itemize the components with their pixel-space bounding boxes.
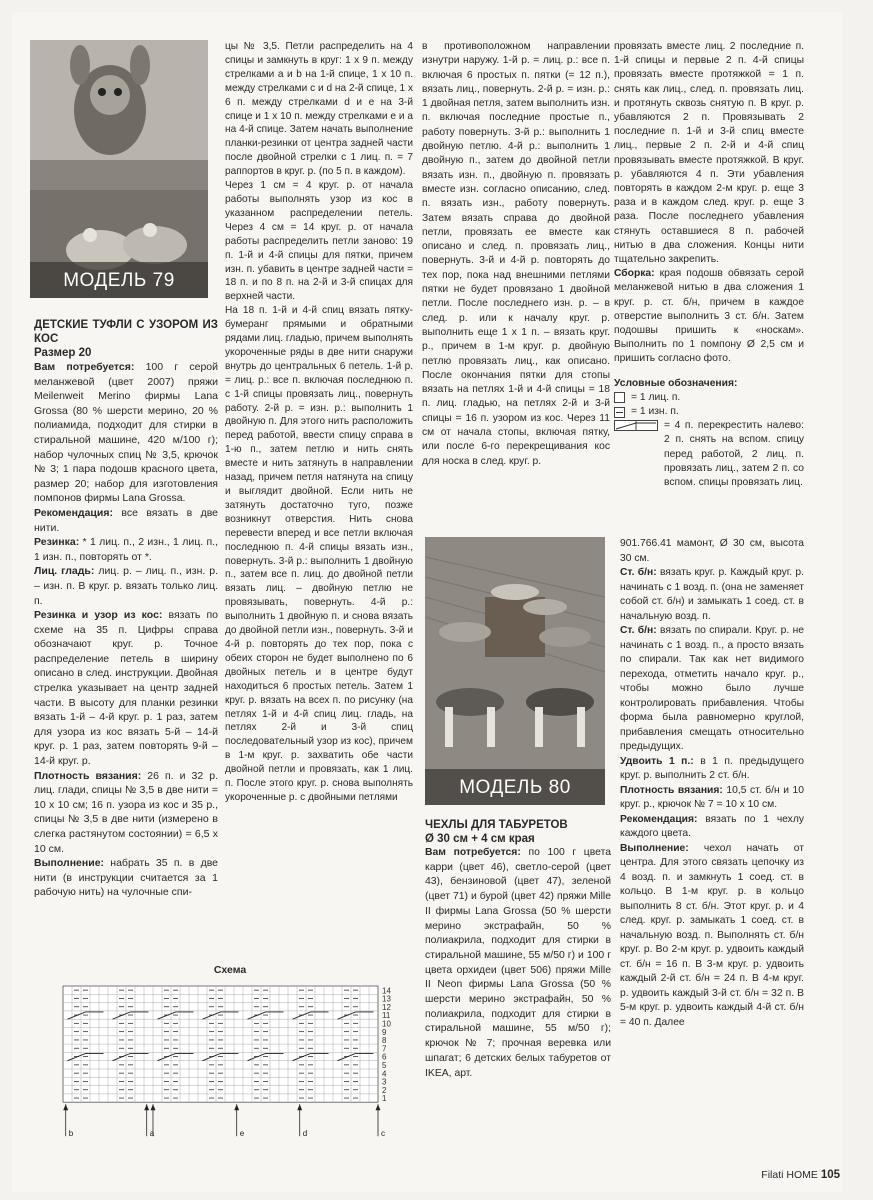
recommendation-text: все вязать в две нити. <box>34 506 218 534</box>
model79-col3 <box>422 40 610 469</box>
arrow-label: b <box>68 1129 74 1139</box>
center-arrow-head-icon <box>151 1104 156 1110</box>
model79-photo <box>30 40 208 298</box>
model80-col1 <box>425 818 611 1081</box>
model80-recommendation-heading: Рекомендация: <box>620 813 698 825</box>
model80-gauge-heading: Плотность вязания: <box>620 784 723 796</box>
rib-heading: Резинка: <box>34 536 80 549</box>
assembly-text: края подошв обвязать серой меланжевой нитью в два сложения 1 круг. р. ст. б/н, причем в каждое отверстие выполнить 3 ст. б/н. Затем подошвы пришить к «носкам». Выполнить по 1 помпону Ø 2,5 см и пришить согласно фото. <box>614 268 804 365</box>
legend-purl-text: = 1 изн. п. <box>631 406 679 418</box>
row-number: 8 <box>382 1036 387 1046</box>
model80-materials-heading: Вам потребуется: <box>425 847 521 858</box>
spiral-heading: Ст. б/н: <box>620 625 657 636</box>
col4-text: провязать вместе лиц. 2 последние п. 1-й спицы и первые 2 п. 4-й спицы провязать вместе протяжкой = 1 п. снять как лиц., след. п. провязать лиц. и протянуть сквозь снятую п. В круг. р. убавляются 2 п. Провязывать 2 последние п. 1-й и 3-й спиц вместе лиц., первые 2 п. 2-й и 4-й спиц провязывать вместе протяжкой. В круг. р. убавляются 4 п. Эти убавления повторять в каждом 2-м круг. р. еще 3 раза и в каждом след. круг. р. еще 3 раза. После последнего убавления стянуть оставшиеся 8 п. рабочей нитью в два сложения. Концы нити тщательно закрепить. <box>614 41 804 266</box>
purl-symbol-icon <box>614 407 625 418</box>
row-number: 6 <box>382 1052 387 1062</box>
legend-cable <box>614 419 804 490</box>
model79-col2 <box>225 40 413 805</box>
legend-purl <box>614 405 804 419</box>
arrow-head-icon <box>376 1104 381 1110</box>
col2-text-2: Через 1 см = 4 круг. р. от начала работы выполнять узор из кос в указанном распределении петель. Через 4 см = 14 круг. р. от начала работы распределить петли заново: 19 п. 1-й и 4-й спицы для пятки, причем изн. п. убавить в центре задней части = 18 п. и по 8 п. на 2-й и 3-й спицах для верхней части. <box>225 180 413 303</box>
cable-chart <box>55 982 410 1167</box>
arrow-head-icon <box>63 1104 68 1110</box>
inc-text: в 1 п. предыдущего круг. р. выполнить 2 ст. б/н. <box>620 755 804 781</box>
row-number: 10 <box>382 1019 391 1029</box>
knit-symbol-icon <box>614 392 625 403</box>
baby-shoes-photo-icon <box>30 40 208 298</box>
model80-recommendation-text: вязать по 1 чехлу каждого цвета. <box>620 813 804 839</box>
cable-symbol-icon <box>614 420 658 432</box>
model80-size: Ø 30 см + 4 см края <box>425 833 535 845</box>
model79-size: Размер 20 <box>34 347 92 359</box>
model80-col2-text: 901.766.41 мамонт, Ø 30 см, высота 30 см. <box>620 538 804 564</box>
cable-text: вязать по схеме на 35 п. Цифры справа обозначают круг. р. Точное распределение петель в ширину описано в след. инструкции. Двойная стрелка указывает на центр задней части. В высоту для планки резинки вязать 1-й – 4-й круг. р. 1 раз, затем для узора из кос вязать 5-й – 14-й круг. р. 1 раз, затем повторять 9-й – 14-й круг. р. <box>34 609 218 768</box>
col2-text-3: На 18 п. 1-й и 4-й спиц вязать пятку-бумеранг прямыми и обратными рядами лиц. гладью, причем выполнять укороченные ряды в две нити снаружи внутрь до центральных 6 петель. 1-й р. = лиц. р.: все п. включая последнюю п. с 1-й спицы провязать лиц., повернуть работу. 2-й р. = изн. р.: выполнить 1 двойную п. Для этого нить расположить перед работой, ввести спицу справа в 1-ю п., затем петлю и нить снять вместе и нить затянуть в направлении назад, причем петля натянута на спицу и выглядит двойной. Если нить не затянуть достаточно туго, позже возникнут отверстия. Нить снова перевести вперед и все петли включая последнюю п. 4-й спицы вязать изн., повернуть. 3-й р.: выполнить 1 двойную п., затем все п. лиц. до двойной петли вязать лиц. – двойную петлю не провязывать, повернуть. 4-й р.: выполнить 1 двойную п. и снова вязать до двойной петли изн., повернуть. 3-й и 4-й р. повторять до тех пор, пока с обеих сторон не будет выполнено по 6 двойных петель и в центре будут находиться 6 простых петель. Затем 1 круг. р. вязать на всех п. по рисунку (на петлях 1-й и 4-й спиц лиц. гладь, на петлях 2-й и 3-й спиц последовательный узор из кос), причем в 1-м круг. р. захватить обе части двойной петли и провязать, как 1 лиц. п. После этого круг. р. снова выполнять укороченные р. с двойными петлями <box>225 305 413 803</box>
model80-col2 <box>620 537 804 1030</box>
execution-text: набрать 35 п. в две нити (в инструкции считается за 1 рабочую нить) на чулочные спи- <box>34 857 218 899</box>
model80-title: ЧЕХЛЫ ДЛЯ ТАБУРЕТОВ <box>425 819 568 831</box>
sc-heading: Ст. б/н: <box>620 567 657 578</box>
arrow-label: a <box>149 1129 155 1139</box>
recommendation-heading: Рекомендация: <box>34 506 113 519</box>
gauge-heading: Плотность вязания: <box>34 769 142 782</box>
spiral-text: вязать по спирали. Круг. р. не начинать с 1 возд. п., а просто вязать по спирали. Так как нет видимого перехода, отметить начало круг. р., чтобы можно было лучше контролировать прибавления. Чтобы форма была равномерно круглой, прибавления смещать относительно предыдущих. <box>620 625 804 752</box>
stockinette-heading: Лиц. гладь: <box>34 565 95 578</box>
model80-label: МОДЕЛЬ 80 <box>459 777 571 798</box>
materials-text: 100 г серой меланжевой (цвет 2007) пряжи Meilenweit Merino фирмы Lana Grossa (80 % шерсти мерино, 20 % полиамида, подходит для стирки в стиральной машине, 420 м/100 г); набор чулочных спиц № 3,5, крючок № 3; 1 пара подошв красного цвета, размер 20; набор для изготовления помпонов фирмы Lana Grossa. <box>34 361 218 505</box>
row-number: 11 <box>382 1011 391 1021</box>
materials-heading: Вам потребуется: <box>34 361 135 373</box>
legend-knit-text: = 1 лиц. п. <box>631 391 681 403</box>
rib-text: * 1 лиц. п., 2 изн., 1 лиц. п., 1 изн. п., повторять от *. <box>34 536 218 563</box>
page-number: 105 <box>820 1169 840 1181</box>
arrow-label: e <box>239 1129 245 1139</box>
row-number: 4 <box>382 1069 387 1079</box>
model80-materials-text: по 100 г цвета карри (цвет 46), светло-серой (цвет 43), бензиновой (цвет 47), зеленой (цвет 71) и бурой (цвет 42) пряжи Mille II фирмы Lana Grossa (50 % шерсти мерино экстрафайн, 50 % полиакрила, подходит для стирки в стиральной машине, 55 м/50 г) и 100 г цвета орхидеи (цвет 506) пряжи Mille II Neon фирмы Lana Grossa (50 % шерсти мерино экстрафайн, 50 % полиакрила, подходит для стирки в стиральной машине, 55 м/50 г); крючок № 7; прочная веревка или шпагат; 6 детских белых табуретов от IKEA, арт. <box>425 847 612 1079</box>
row-number: 5 <box>382 1061 387 1070</box>
magazine-name: Filati HOME <box>761 1169 818 1181</box>
row-number: 1 <box>382 1094 387 1104</box>
legend-heading: Условные обозначения: <box>614 377 738 389</box>
model79-col1 <box>34 318 218 900</box>
arrow-head-icon <box>297 1104 302 1110</box>
execution-heading: Выполнение: <box>34 857 105 870</box>
legend-knit <box>614 391 804 405</box>
page-footer <box>700 1169 840 1181</box>
cable-heading: Резинка и узор из кос: <box>34 609 163 622</box>
row-number: 13 <box>382 994 391 1004</box>
inc-heading: Удвоить 1 п.: <box>620 755 694 767</box>
model80-execution-text: чехол начать от центра. Для этого связать цепочку из 4 возд. п. и замкнуть 1 соед. ст. в кольцо. В 1-м круг. р. в кольцо выполнить 8 ст. б/н. Этот круг. р. и 4 след. круг. р. замыкать 1 соед. ст. в начальную возд. п. Выполнять ст. б/н круг. р. Во 2-м круг. р. удвоить каждый ст. б/н = 16 п. В 3-м круг. р. удвоить каждый 2-й ст. б/н = 24 п. В 4-м круг. р. удвоить каждый 3-й ст. б/н = 32 п. В 5-м круг. р. удвоить каждый 4-й ст. б/н = 40 п. Далее <box>620 842 804 1028</box>
arrow-label: d <box>302 1129 308 1139</box>
row-number: 2 <box>382 1085 387 1095</box>
row-number: 12 <box>382 1002 391 1012</box>
row-number: 14 <box>382 986 391 996</box>
schema-title: Схема <box>213 964 247 976</box>
model80-execution-heading: Выполнение: <box>620 842 689 854</box>
row-number: 7 <box>382 1044 387 1054</box>
legend-cable-text: = 4 п. перекрестить налево: 2 п. снять на вспом. спицу перед работой, 2 лиц. п. провязать лиц., затем 2 п. со вспом. спицы провязать лиц. <box>664 420 804 489</box>
stockinette-text: лиц. р. – лиц. п., изн. р. – изн. п. В круг. р. вязать только лиц. п. <box>34 565 219 607</box>
sc-text: вязать круг. р. Каждый круг. р. начинать с 1 возд. п. (она не заменяет собой ст. б/н) и замыкать 1 соед. ст. в начальную возд. п. <box>620 567 804 622</box>
model80-gauge-text: 10,5 ст. б/н и 10 круг. р., крючок № 7 = 10 х 10 см. <box>620 784 804 810</box>
model79-title: ДЕТСКИЕ ТУФЛИ С УЗОРОМ ИЗ КОС <box>34 319 218 345</box>
arrow-head-icon <box>234 1104 239 1110</box>
model80-photo <box>425 537 605 805</box>
gauge-text: 26 п. и 32 р. лиц. глади, спицы № 3,5 в две нити = 10 х 10 см; 16 п. узора из кос и 35 р., спицы № 3,5 в две нити (измерено в слегка растянутом состоянии) = 6,5 х 10 см. <box>34 769 218 855</box>
model79-col4 <box>614 40 804 490</box>
col3-text: в противоположном направлении изнутри наружу. 1-й р. = лиц. р.: все п. включая 6 простых п. пятки (= 12 п.), вязать лиц., повернуть. 2-й р. = изн. р.: 1 двойная петля, затем выполнить изн. п. включая последние простые п., работу повернуть. 3-й р.: выполнить 1 двойную петлю. 4-й р.: выполнить 1 двойную п., затем до двойной петли вязать изн. п., двойную п. провязать вместе изн. согласно описанию, след. п. вязать изн., работу повернуть. Затем вязать справа до двойной петли, провязать ее вместе как описано и след. п. провязать лиц., повернуть. 3-й и 4-й р. повторять до тех пор, пока над внешними петлями пятки не будет провязано 1 двойной петли. После последнего изн. р. – в след. р. или к началу круг. р. выполнить еще 1 х 1 п. – вязать круг. р., причем в 1-м круг. р. двойную петлю провязать лиц., как описано. После окончания пятки для стопы вязать на петлях 1-й и 4-й спицы = 18 п. лиц. гладью, на петлях 2-й и 3-й спицы = 16 п. узором из кос. Через 11 см от начала стопы, включая пятку, или после 6-го перекрещивания кос для носка в след. круг. р. <box>422 41 610 467</box>
model79-label: МОДЕЛЬ 79 <box>63 270 175 291</box>
assembly-heading: Сборка: <box>614 268 655 280</box>
stools-photo-icon <box>425 537 605 805</box>
arrow-label: c <box>381 1129 385 1139</box>
arrow-head-icon <box>144 1104 149 1110</box>
row-number: 3 <box>382 1077 387 1087</box>
row-number: 9 <box>382 1027 387 1037</box>
col2-text-1: цы № 3,5. Петли распределить на 4 спицы и замкнуть в круг: 1 х 9 п. между стрелками a и b на 1-й спице, 1 х 10 п. между стрелками c и d на 2-й спице, 1 х 6 п. между стрелками d и e на 3-й спице и 1 х 10 п. между стрелками e и a на 4-й спице. Затем начать выполнение планки-резинки от центра задней части после двойной стрелки с 1 лиц. п. = 7 раппортов в круг. р. (по 5 п. в каждом). <box>225 41 413 178</box>
